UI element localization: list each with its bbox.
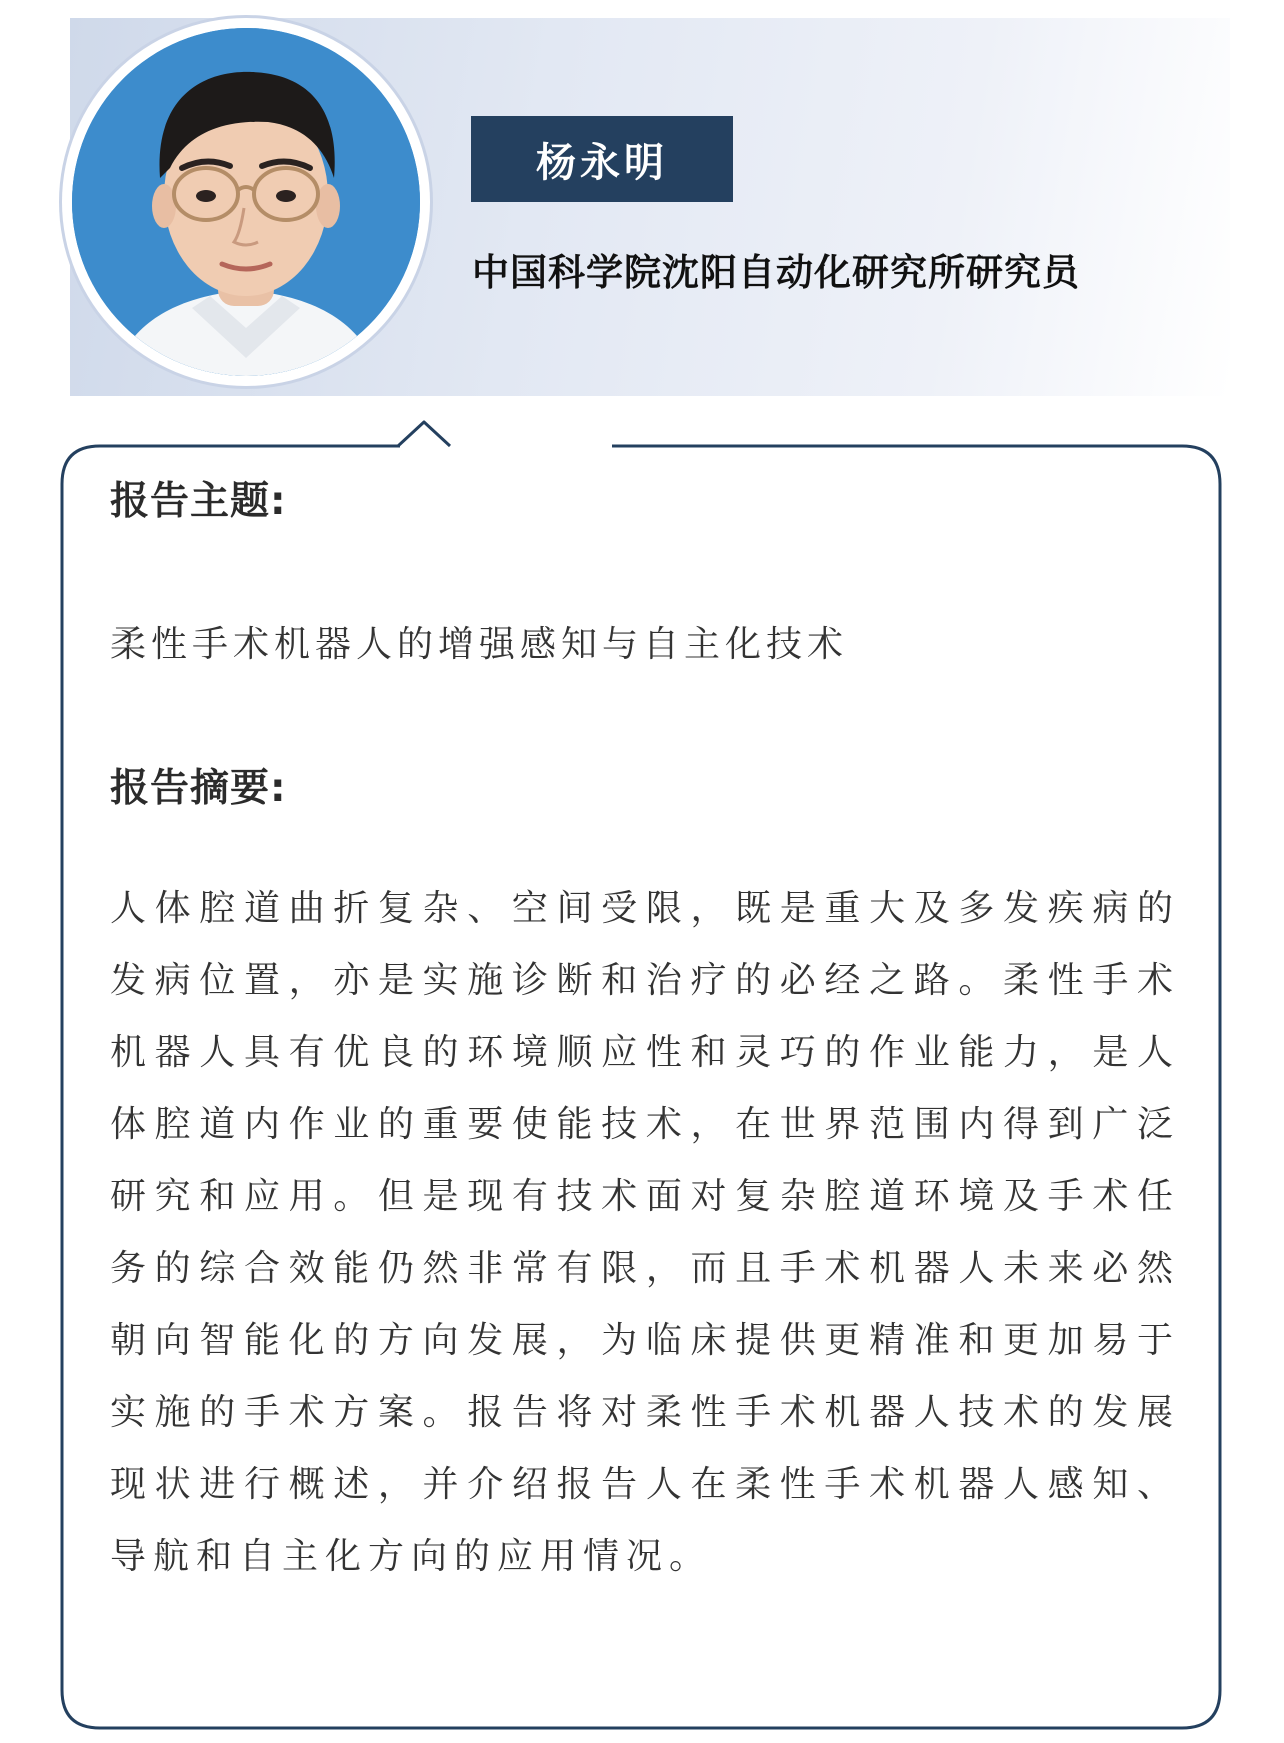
speaker-name: 杨永明 — [536, 139, 668, 186]
topic-heading: 报告主题: — [110, 479, 287, 524]
report-abstract: 人体腔道曲折复杂、空间受限，既是重大及多发疾病的发病位置，亦是实施诊断和治疗的必经之路。柔性手术机器人具有优良的环境顺应性和灵巧的作业能力，是人体腔道内作业的重要使能技术，在世界范围内得到广泛研究和应用。但是现有技术面对复杂腔道环境及手术任务的综合效能仍然非常有限，而且手术机器人未来必然朝向智能化的方向发展，为临床提供更精准和更加易于实施的手术方案。报告将对柔性手术机器人技术的发展现状进行概述，并介绍报告人在柔性手术机器人感知、导航和自主化方向的应用情况。 — [110, 888, 1180, 1577]
report-topic: 柔性手术机器人的增强感知与自主化技术 — [110, 624, 849, 665]
report-content — [110, 470, 1180, 1593]
speaker-affiliation: 中国科学院沈阳自动化研究所研究员 — [472, 251, 1080, 294]
card-pointer-icon — [398, 422, 450, 446]
abstract-heading: 报告摘要: — [110, 766, 287, 811]
